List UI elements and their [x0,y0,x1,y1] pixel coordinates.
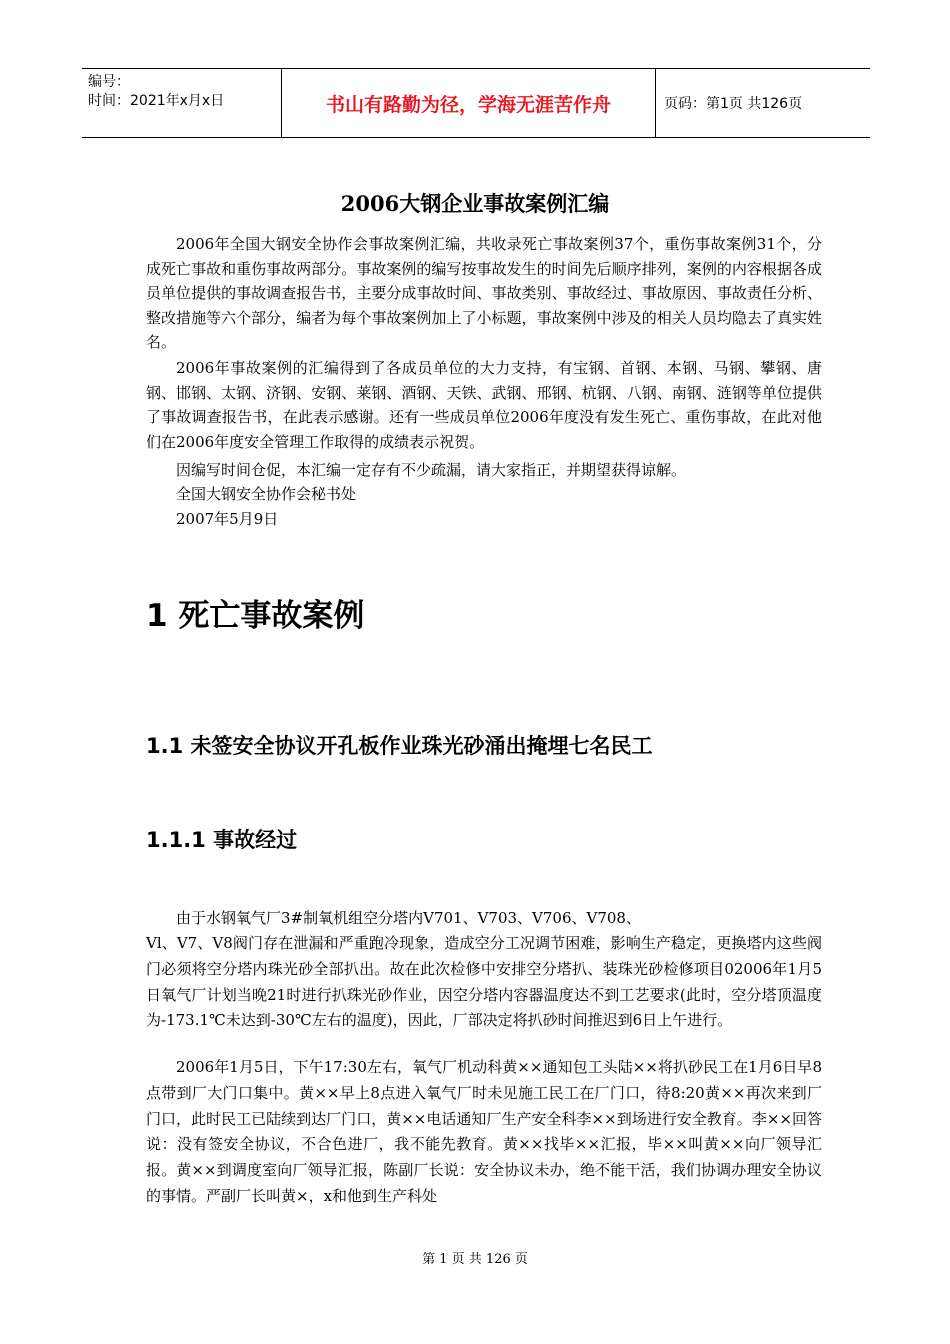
doc-time-label: 时间：2021年x月x日 [88,93,225,109]
body-line-1: 由于水钢氧气厂3#制氧机组空分塔内V701、V703、V706、V708、 [176,909,641,927]
document-title: 2006大钢企业事故案例汇编 [340,191,610,216]
header-page-info: 页码：第1页 共126页 [664,96,803,112]
section-heading-1-1: 1.1 未签安全协议开孔板作业珠光砂涌出掩埋七名民工 [146,734,653,758]
intro-paragraph-2: 2006年事故案例的汇编得到了各成员单位的大力支持，有宝钢、首钢、本钢、马钢、攀钢、唐钢、邯钢、太钢、济钢、安钢、莱钢、酒钢、天铁、武钢、邢钢、杭钢、八钢、南钢、涟钢等单位提供了事故调查报告书，在此表示感谢。还有一些成员单位2006年度没有发生死亡、重伤事故，在此对他们在2006年度安全管理工作取得的成绩表示祝贺。 [146,359,822,451]
body-paragraph-1: Vl、V7、V8阀门存在泄漏和严重跑冷现象，造成空分工况调节困难，影响生产稳定，更换塔内这些阀门必须将空分塔内珠光砂全部扒出。故在此次检修中安排空分塔扒、装珠光砂检修项目02006年1月5日氧气厂计划当晚21时进行扒珠光砂作业，因空分塔内容器温度达不到工艺要求(此时，空分塔顶温度为-173.1℃未达到-30℃左右的温度)，因此，厂部决定将扒砂时间推迟到6日上午进行。 [146,934,822,1030]
intro-date: 2007年5月9日 [176,510,279,528]
header-meta [82,69,282,137]
section-heading-1-1-1: 1.1.1 事故经过 [146,828,298,852]
doc-number-label: 编号： [88,74,130,90]
page-footer: 第 1 页 共 126 页 [422,1252,528,1267]
intro-paragraph-1: 2006年全国大钢安全协作会事故案例汇编，共收录死亡事故案例37个，重伤事故案例31个，分成死亡事故和重伤事故两部分。事故案例的编写按事故发生的时间先后顺序排列，案例的内容根据各成员单位提供的事故调查报告书，主要分成事故时间、事故类别、事故经过、事故原因、事故责任分析、整改措施等六个部分，编者为每个事故案例加上了小标题，事故案例中涉及的相关人员均隐去了真实姓名。 [146,235,822,352]
header-motto: 书山有路勤为径，学海无涯苦作舟 [325,93,611,116]
intro-paragraph-3: 因编写时间仓促，本汇编一定存有不少疏漏，请大家指正，并期望获得谅解。 [176,461,687,479]
section-heading-1: 1 死亡事故案例 [146,598,365,634]
header-table [82,68,870,138]
body-paragraph-2: 2006年1月5日，下午17:30左右，氧气厂机动科黄××通知包工头陆××将扒砂民工在1月6日早8点带到厂大门口集中。黄××早上8点进入氧气厂时未见施工民工在厂门口，待8:20黄××再次来到厂门口，此时民工已陆续到达厂门口，黄××电话通知厂生产安全科李××到场进行安全教育。李××回答说：没有签安全协议，不合色进厂，我不能先教育。黄××找毕××汇报，毕××叫黄××向厂领导汇报。黄××到调度室向厂领导汇报，陈副厂长说：安全协议未办，绝不能干活，我们协调办理安全协议的事情。严副厂长叫黄×，x和他到生产科处 [146,1058,822,1205]
intro-signature: 全国大钢安全协作会秘书处 [176,485,357,503]
header-motto-cell [282,69,656,137]
